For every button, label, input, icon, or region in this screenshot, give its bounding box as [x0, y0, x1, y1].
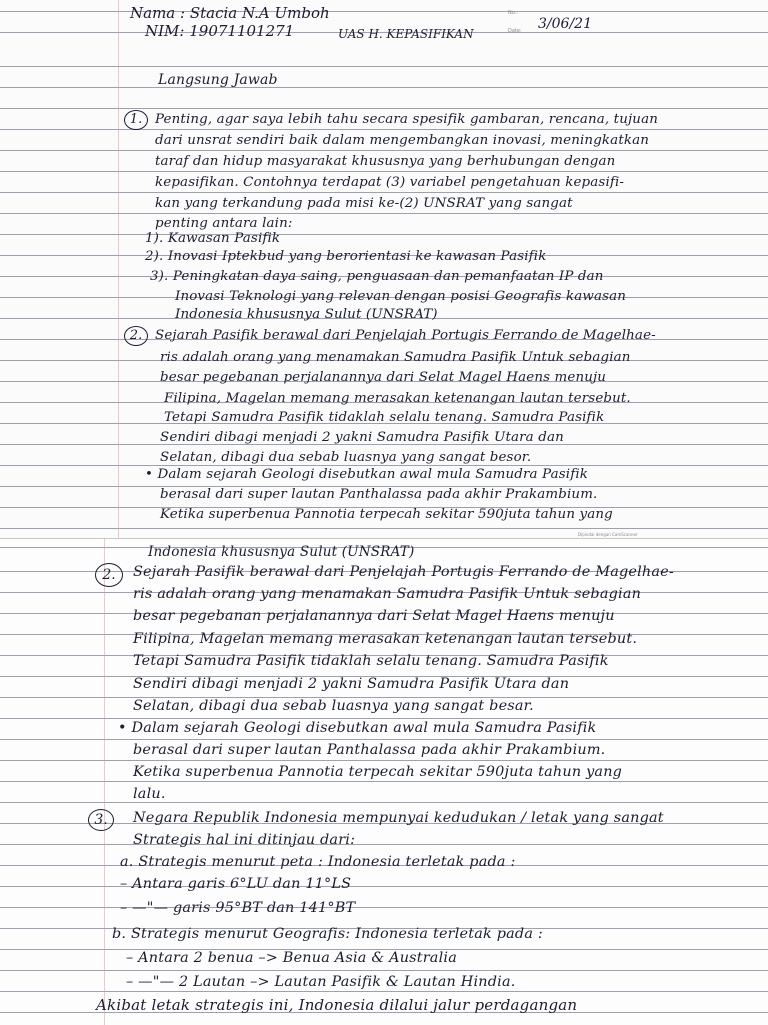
q1-line: penting antara lain: — [155, 216, 293, 231]
question-number-2: 2. — [95, 563, 123, 587]
q3-line: – —"— 2 Lautan –> Lautan Pasifik & Lautan Hindia. — [126, 974, 516, 990]
q1-item: Inovasi Teknologi yang relevan dengan posisi Geografis kawasan — [175, 289, 627, 304]
q3-line: Negara Republik Indonesia mempunyai kedudukan / letak yang sangat — [133, 810, 664, 826]
q1-item: 3). Peningkatan daya saing, penguasaan dan pemanfaatan IP dan — [150, 269, 604, 284]
q1-line: dari unsrat sendiri baik dalam mengembangkan inovasi, meningkatkan — [155, 133, 650, 148]
date-value: 3/06/21 — [538, 16, 592, 32]
q3-line: a. Strategis menurut peta : Indonesia terletak pada : — [120, 854, 516, 870]
q2-line: ris adalah orang yang menamakan Samudra Pasifik Untuk sebagian — [133, 586, 642, 602]
q2-line: Sejarah Pasifik berawal dari Penjelajah Portugis Ferrando de Magelhae- — [155, 328, 656, 343]
no-label: No.: — [508, 10, 518, 16]
q2-line: lalu. — [133, 786, 166, 802]
q2-line: berasal dari super lautan Panthalassa pada akhir Prakambium. — [160, 487, 598, 502]
q3-line: – —"— garis 95°BT dan 141°BT — [120, 900, 356, 916]
q2-line: Sendiri dibagi menjadi 2 yakni Samudra Pasifik Utara dan — [160, 430, 564, 445]
q1-line: kepasifikan. Contohnya terdapat (3) variabel pengetahuan kepasifi- — [155, 175, 625, 190]
q1-line: taraf dan hidup masyarakat khususnya yang berhubungan dengan — [155, 154, 616, 169]
answer-sheet-page-2 — [0, 538, 768, 1025]
q2-line: Tetapi Samudra Pasifik tidaklah selalu tenang. Samudra Pasifik — [164, 410, 605, 425]
course-title: UAS H. KEPASIFIKAN — [338, 27, 474, 41]
student-nim: NIM: 19071101271 — [145, 22, 295, 40]
q2-line: besar pegebanan perjalanannya dari Selat Magel Haens menuju — [133, 608, 615, 624]
q2-line: besar pegebanan perjalanannya dari Selat Magel Haens menuju — [160, 370, 607, 385]
q3-line: – Antara 2 benua –> Benua Asia & Australia — [126, 950, 457, 966]
q2-line: Sejarah Pasifik berawal dari Penjelajah Portugis Ferrando de Magelhae- — [133, 564, 674, 580]
q3-line: Strategis hal ini ditinjau dari: — [133, 832, 356, 848]
question-number-2: 2. — [124, 326, 148, 346]
q2-line: Tetapi Samudra Pasifik tidaklah selalu tenang. Samudra Pasifik — [133, 653, 609, 669]
question-number-1: 1. — [124, 110, 148, 130]
scanner-watermark: Dipindai dengan CamScanner — [578, 532, 638, 537]
q1-item: 1). Kawasan Pasifik — [145, 231, 281, 246]
q2-line: • Dalam sejarah Geologi disebutkan awal mula Samudra Pasifik — [118, 720, 597, 736]
question-number-3: 3. — [88, 809, 114, 831]
top-line: Indonesia khususnya Sulut (UNSRAT) — [148, 544, 415, 560]
q1-line: kan yang terkandung pada misi ke-(2) UNSRAT yang sangat — [155, 196, 573, 211]
q2-line: • Dalam sejarah Geologi disebutkan awal mula Samudra Pasifik — [145, 467, 589, 482]
intro-text: Langsung Jawab — [158, 72, 278, 88]
q2-line: Sendiri dibagi menjadi 2 yakni Samudra Pasifik Utara dan — [133, 676, 570, 692]
q2-line: Ketika superbenua Pannotia terpecah sekitar 590juta tahun yang — [133, 764, 623, 780]
q2-line: Selatan, dibagi dua sebab luasnya yang sangat besor. — [160, 450, 532, 465]
margin-line — [104, 539, 105, 1025]
q2-line: berasal dari super lautan Panthalassa pada akhir Prakambium. — [133, 742, 606, 758]
student-name: Nama : Stacia N.A Umboh — [130, 4, 330, 22]
q2-line: Ketika superbenua Pannotia terpecah sekitar 590juta tahun yang — [160, 507, 613, 522]
q3-line: b. Strategis menurut Geografis: Indonesia terletak pada : — [112, 926, 543, 942]
q1-item: Indonesia khususnya Sulut (UNSRAT) — [175, 307, 438, 322]
q1-item: 2). Inovasi Iptekbud yang berorientasi ke kawasan Pasifik — [145, 249, 547, 264]
q3-line: Akibat letak strategis ini, Indonesia dilalui jalur perdagangan — [96, 996, 578, 1014]
margin-line — [118, 0, 119, 538]
q2-line: Selatan, dibagi dua sebab luasnya yang sangat besar. — [133, 698, 534, 714]
q2-line: Filipina, Magelan memang merasakan ketenangan lautan tersebut. — [164, 391, 631, 406]
q1-line: Penting, agar saya lebih tahu secara spesifik gambaran, rencana, tujuan — [155, 112, 658, 127]
q2-line: Filipina, Magelan memang merasakan ketenangan lautan tersebut. — [133, 631, 638, 647]
q2-line: ris adalah orang yang menamakan Samudra Pasifik Untuk sebagian — [160, 350, 631, 365]
q3-line: – Antara garis 6°LU dan 11°LS — [120, 876, 352, 892]
date-label: Date: — [508, 28, 522, 34]
